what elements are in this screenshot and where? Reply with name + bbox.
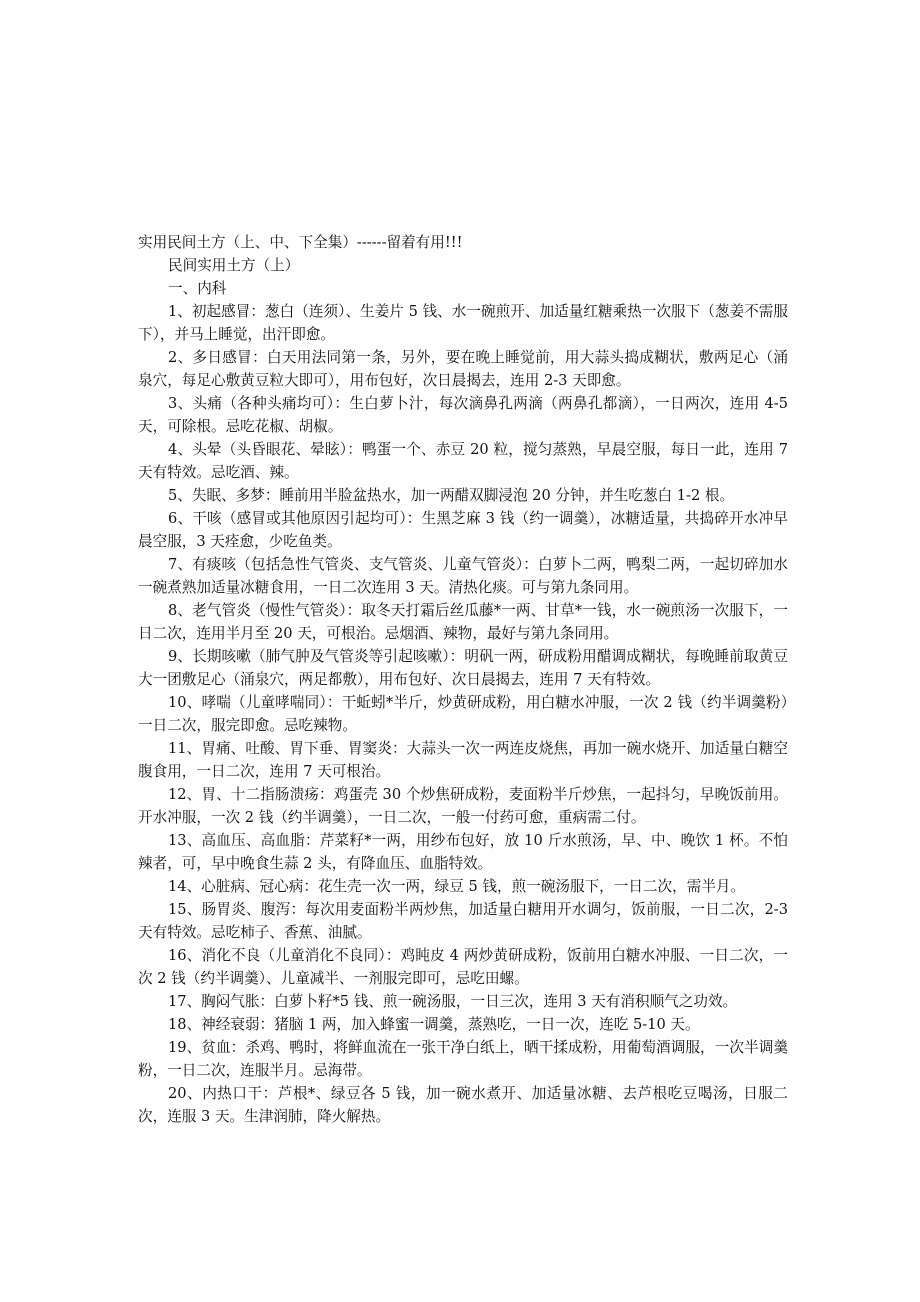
section-heading: 一、内科 <box>168 280 227 297</box>
remedy-entry: 6、干咳（感冒或其他原因引起均可）：生黑芝麻 3 钱（约一调羹），冰糖适量，共捣碎开水冲早晨空服，3 天痊愈，少吃鱼类。 <box>138 510 788 550</box>
remedy-entry: 18、神经衰弱：猪脑 1 两，加入蜂蜜一调羹，蒸熟吃，一日一次，连吃 5-10 天。 <box>168 1016 700 1033</box>
remedy-entry: 14、心脏病、冠心病：花生壳一次一两，绿豆 5 钱，煎一碗汤服下，一日二次，需半月。 <box>168 878 746 895</box>
remedy-entry: 19、贫血：杀鸡、鸭时，将鲜血流在一张干净白纸上，晒干揉成粉，用葡萄酒调服，一次半调羹粉，一日二次，连服半月。忌海带。 <box>138 1039 788 1079</box>
remedy-entry: 10、哮喘（儿童哮喘同）：干蚯蚓*半斤，炒黄研成粉，用白糖水冲服，一次 2 钱（约半调羹粉）一日二次，服完即愈。忌吃辣物。 <box>138 694 788 734</box>
document-title: 实用民间土方（上、中、下全集）------留着有用!!! <box>138 234 463 251</box>
remedy-entry: 3、头痛（各种头痛均可）：生白萝卜汁，每次滴鼻孔两滴（两鼻孔都滴），一日两次，连用 4-5 天，可除根。忌吃花椒、胡椒。 <box>138 395 788 435</box>
remedy-entry: 15、肠胃炎、腹泻：每次用麦面粉半两炒焦，加适量白糖用开水调匀，饭前服，一日二次，2-3 天有特效。忌吃柿子、香蕉、油腻。 <box>138 901 788 941</box>
remedy-entry: 8、老气管炎（慢性气管炎）：取冬天打霜后丝瓜藤*一两、甘草*一钱，水一碗煎汤一次服下，一日二次，连用半月至 20 天，可根治。忌烟酒、辣物，最好与第九条同用。 <box>138 602 788 642</box>
remedy-entry: 11、胃痛、吐酸、胃下垂、胃窦炎：大蒜头一次一两连皮烧焦，再加一碗水烧开、加适量白糖空腹食用，一日二次，连用 7 天可根治。 <box>138 740 788 780</box>
remedy-entry: 1、初起感冒：葱白（连须）、生姜片 5 钱、水一碗煎开、加适量红糖乘热一次服下（葱姜不需服下），并马上睡觉，出汗即愈。 <box>138 303 788 343</box>
remedy-entry: 7、有痰咳（包括急性气管炎、支气管炎、儿童气管炎）：白萝卜二两，鸭梨二两，一起切碎加水一碗煮熟加适量冰糖食用，一日二次连用 3 天。清热化痰。可与第九条同用。 <box>138 556 788 596</box>
remedy-entry: 4、头晕（头昏眼花、晕眩）：鸭蛋一个、赤豆 20 粒，搅匀蒸熟，早晨空服，每日一此，连用 7 天有特效。忌吃酒、辣。 <box>138 441 788 481</box>
remedy-entry: 16、消化不良（儿童消化不良同）：鸡盹皮 4 两炒黄研成粉，饭前用白糖水冲服、一日二次，一次 2 钱（约半调羹）、儿童减半、一剂服完即可，忌吃田螺。 <box>138 947 788 987</box>
document-body <box>138 231 788 1128</box>
remedy-entry: 13、高血压、高血脂：芹菜籽*一两，用纱布包好，放 10 斤水煎汤，早、中、晚饮 1 杯。不怕辣者，可，早中晚食生蒜 2 头，有降血压、血脂特效。 <box>138 832 788 872</box>
remedy-entry: 2、多日感冒：白天用法同第一条，另外，要在晚上睡觉前，用大蒜头捣成糊状，敷两足心（涌泉穴，每足心敷黄豆粒大即可），用布包好，次日晨揭去，连用 2-3 天即愈。 <box>138 349 788 389</box>
document-subtitle: 民间实用土方（上） <box>168 257 300 274</box>
remedy-entry: 17、胸闷气胀：白萝卜籽*5 钱、煎一碗汤服，一日三次，连用 3 天有消积顺气之功效。 <box>168 993 738 1010</box>
remedy-entry: 12、胃、十二指肠溃疡：鸡蛋壳 30 个炒焦研成粉，麦面粉半斤炒焦，一起抖匀，早晚饭前用。开水冲服，一次 2 钱（约半调羹），一日二次，一般一付药可愈，重病需二付。 <box>138 786 788 826</box>
remedy-entry: 20、内热口干：芦根*、绿豆各 5 钱，加一碗水煮开、加适量冰糖、去芦根吃豆喝汤，日服二次，连服 3 天。生津润肺，降火解热。 <box>138 1085 788 1125</box>
remedy-entry: 5、失眠、多梦：睡前用半脸盆热水，加一两醋双脚浸泡 20 分钟，并生吃葱白 1-2 根。 <box>168 487 735 504</box>
remedy-entry: 9、长期咳嗽（肺气肿及气管炎等引起咳嗽）：明矾一两，研成粉用醋调成糊状，每晚睡前取黄豆大一团敷足心（涌泉穴，两足都敷），用布包好、次日晨揭去，连用 7 天有特效。 <box>138 648 788 688</box>
